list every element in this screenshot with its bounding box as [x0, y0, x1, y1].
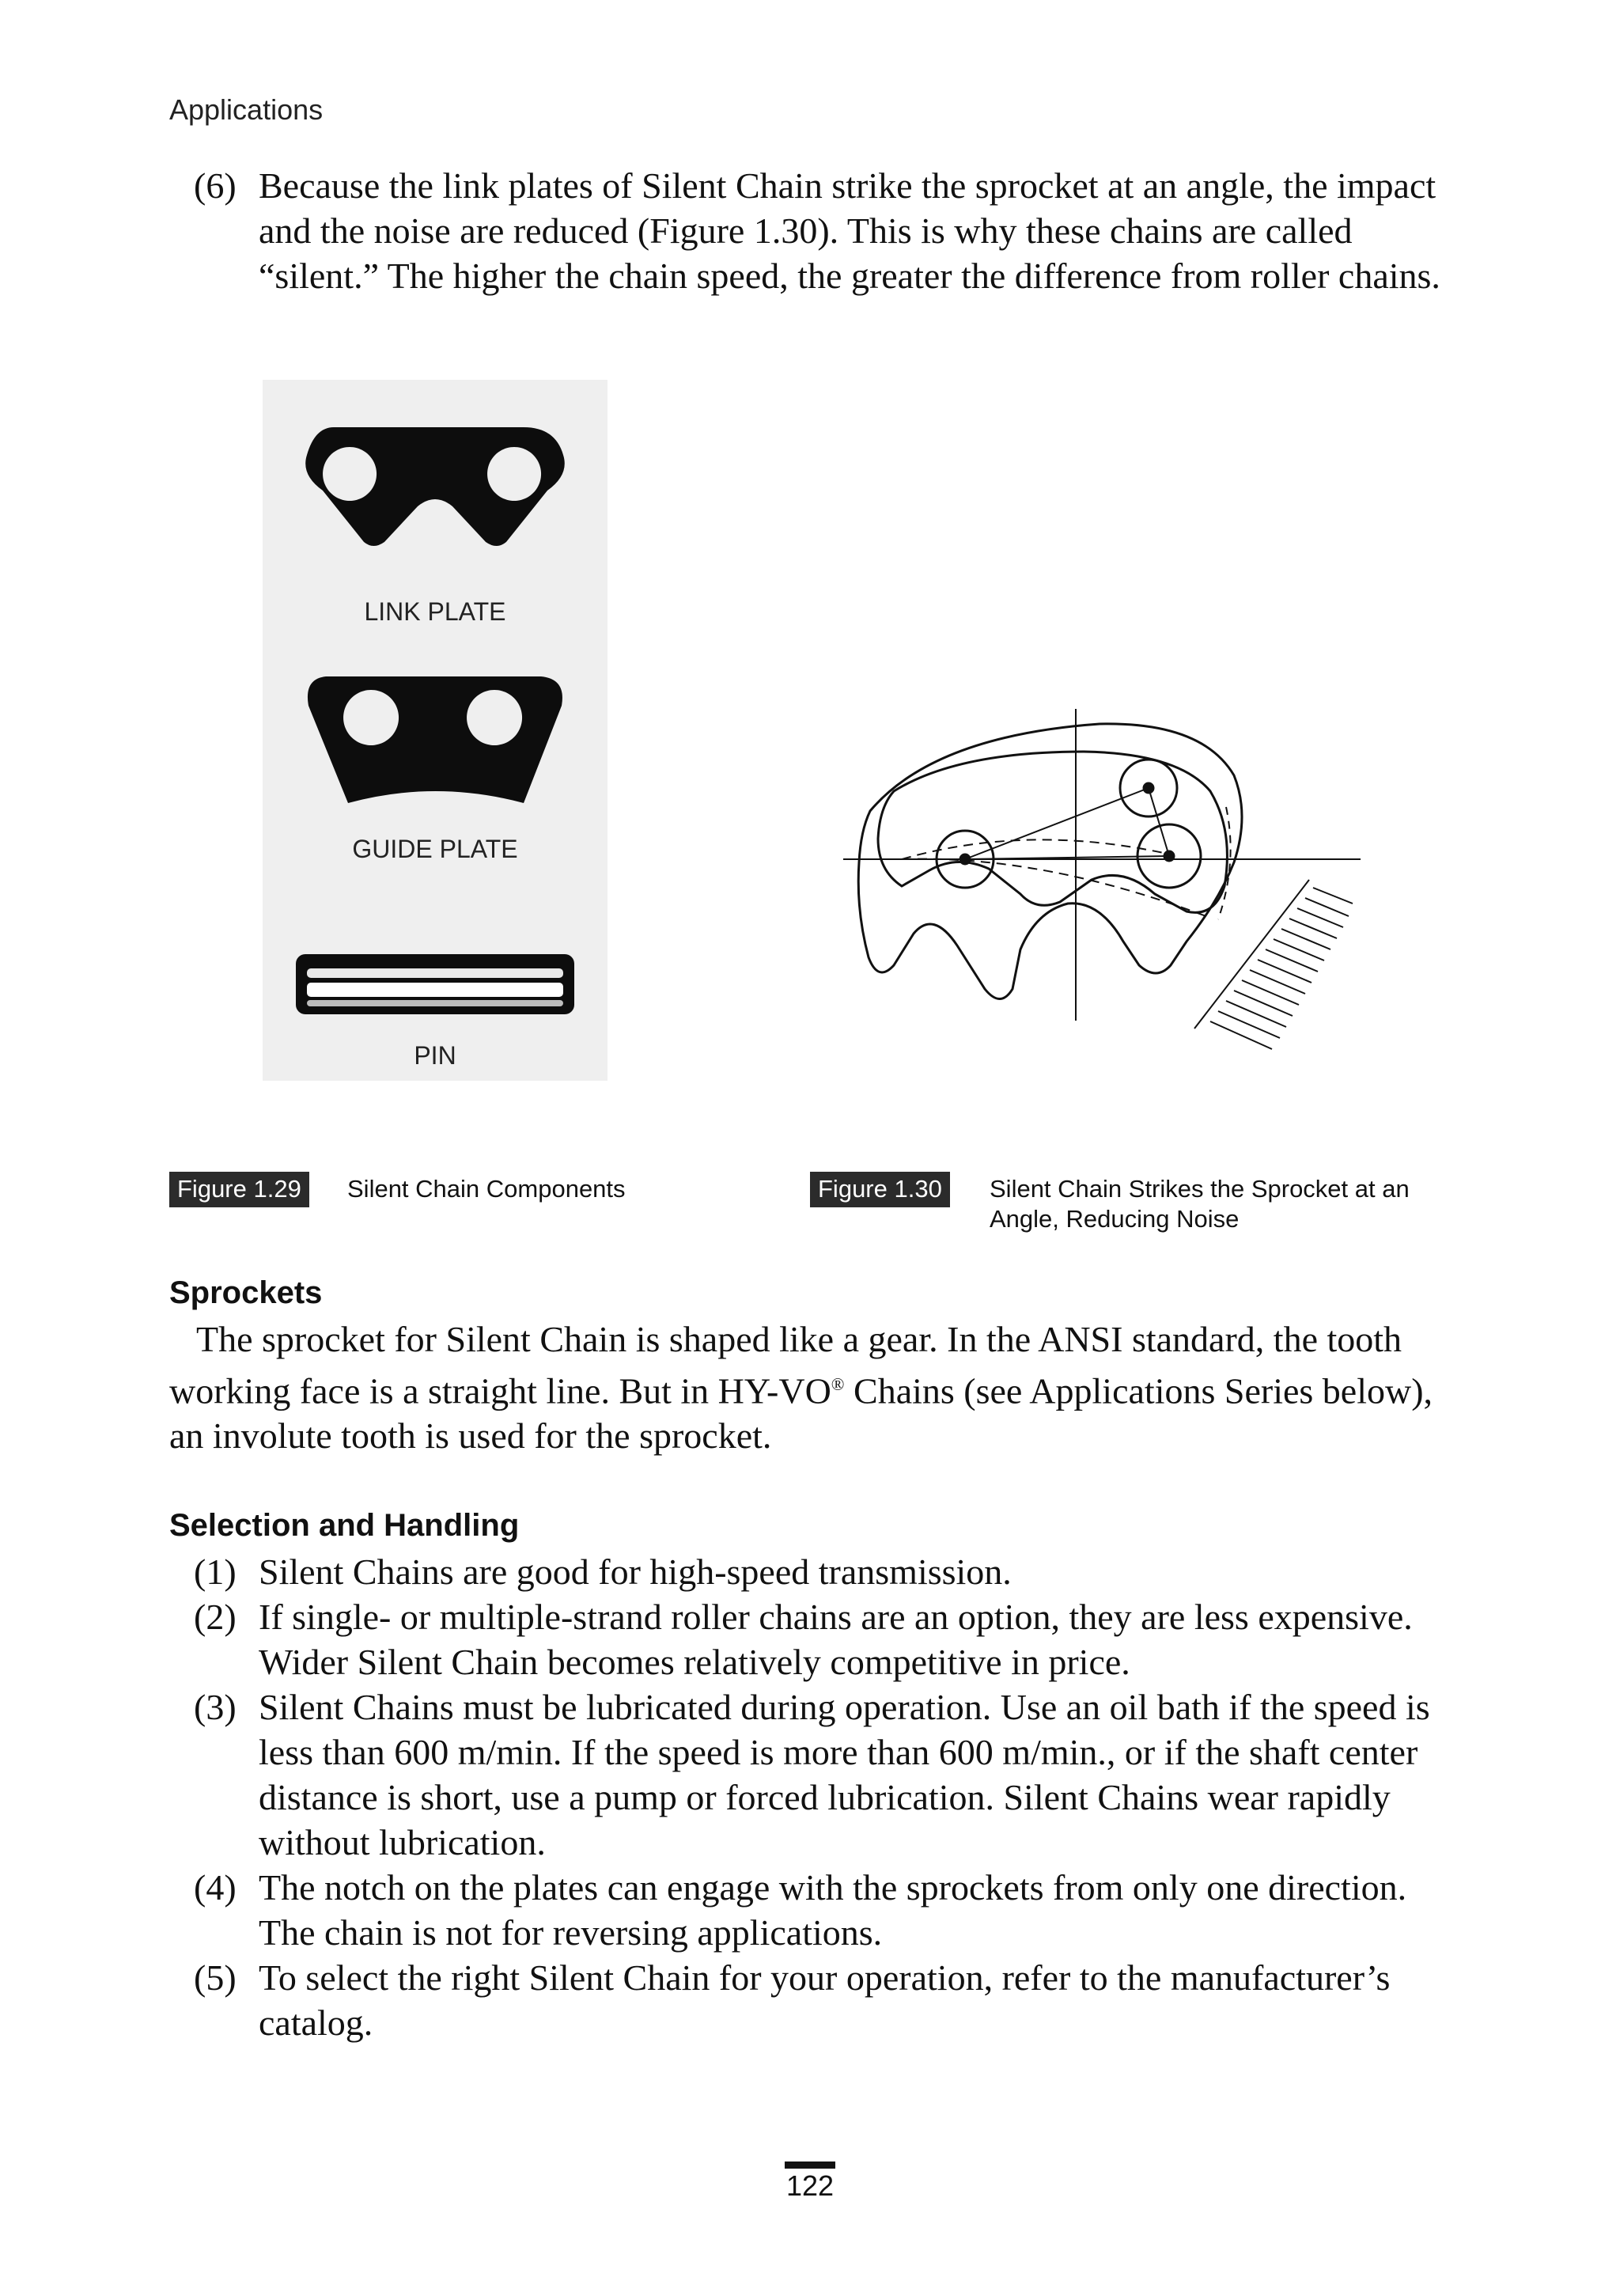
item-text: Silent Chains are good for high-speed transmission. — [259, 1552, 1012, 1592]
sprockets-text-1: The sprocket for Silent Chain is shaped like a gear. In the ANSI standard, the tooth working face is a straight line. But in HY-VO — [169, 1319, 1402, 1411]
sprocket-engagement-diagram — [838, 704, 1376, 1084]
item-text: Because the link plates of Silent Chain strike the sprocket at an angle, the impact and the noise are reduced (Figure 1.30). This is why these chains are called “silent.” The higher the chain speed, the greater the difference from roller chains. — [259, 165, 1440, 296]
item-number: (6) — [194, 165, 237, 206]
item-text: To select the right Silent Chain for your operation, refer to the manufacturer’s catalog. — [259, 1957, 1391, 2043]
sprockets-text-2: Chains (see Applications Series below), an involute tooth is used for the sprocket. — [169, 1370, 1433, 1457]
list-item — [169, 163, 1443, 298]
link-plate-drawing — [305, 427, 565, 546]
item-number: (3) — [194, 1687, 237, 1727]
list-item — [169, 1684, 1443, 1865]
page-number-bar — [785, 2161, 835, 2169]
item-number: (1) — [194, 1552, 237, 1592]
figure-1-29 — [263, 380, 608, 1081]
list-item — [169, 1549, 1443, 1594]
list-item — [169, 1594, 1443, 1684]
pin-drawing — [296, 954, 574, 1014]
running-head: Applications — [169, 93, 324, 126]
pitch-line — [1149, 788, 1169, 856]
list-item — [169, 1865, 1443, 1955]
item-number: (2) — [194, 1597, 237, 1637]
selection-list — [169, 1549, 1443, 2045]
pin-label: PIN — [414, 1041, 456, 1070]
pitch-line — [965, 788, 1149, 859]
sprocket-tooth-hatch — [1194, 880, 1353, 1049]
figure-1-30-tag: Figure 1.30 — [810, 1172, 950, 1207]
link-plate-label: LINK PLATE — [364, 597, 506, 626]
sprockets-heading: Sprockets — [169, 1275, 323, 1310]
striking-plate-outline — [858, 724, 1242, 999]
list-item — [169, 1955, 1443, 2045]
item-text: The notch on the plates can engage with the sprockets from only one direction. The chain is not for reversing applications. — [259, 1867, 1407, 1953]
page-number: 122 — [785, 2169, 835, 2202]
caption-line-2: Angle, Reducing Noise — [990, 1205, 1240, 1233]
figure-1-29-tag: Figure 1.29 — [169, 1172, 309, 1207]
figure-1-30-caption — [990, 1174, 1410, 1234]
item-text: Silent Chains must be lubricated during operation. Use an oil bath if the speed is less than 600 m/min. If the speed is more than 600 m/min., or if the shaft center distance is short, use a pump or forced lubrication. Silent Chains wear rapidly without lubrication. — [259, 1687, 1430, 1862]
guide-plate-label: GUIDE PLATE — [352, 835, 518, 863]
sprockets-paragraph — [169, 1317, 1443, 1458]
figure-1-29-caption: Silent Chain Components — [347, 1175, 626, 1203]
item-number: (5) — [194, 1957, 237, 1998]
caption-line-1: Silent Chain Strikes the Sprocket at an — [990, 1175, 1410, 1203]
chain-components-illustration — [263, 380, 608, 1081]
item-text: If single- or multiple-strand roller chains are an option, they are less expensive. Wider Silent Chain becomes relatively competitive in price. — [259, 1597, 1413, 1682]
intro-item — [169, 163, 1443, 298]
item-number: (4) — [194, 1867, 237, 1908]
registered-mark: ® — [831, 1374, 845, 1394]
selection-heading: Selection and Handling — [169, 1508, 520, 1543]
guide-plate-drawing — [308, 676, 562, 803]
figure-1-30 — [838, 704, 1376, 1088]
